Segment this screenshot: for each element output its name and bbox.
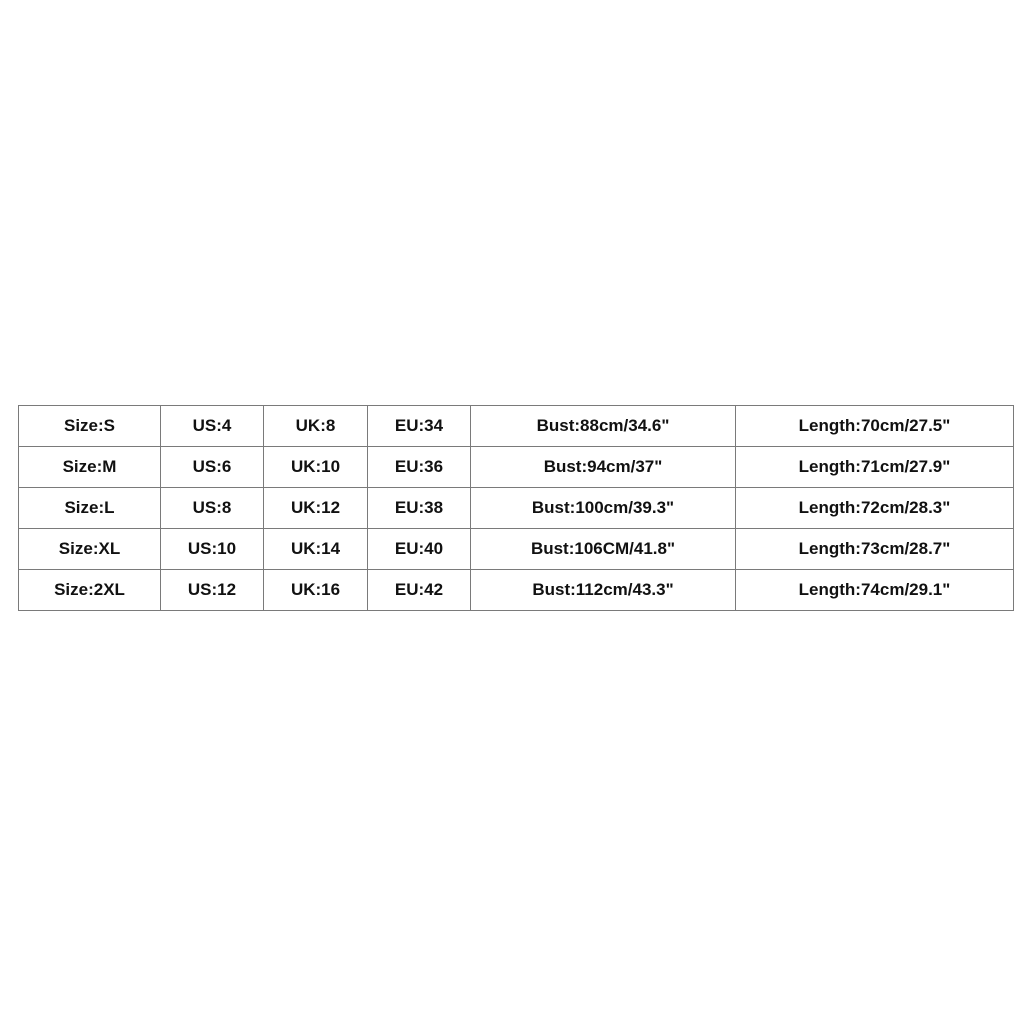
us-size-cell: US:10	[161, 529, 264, 570]
length-cell: Length:70cm/27.5"	[736, 406, 1014, 447]
us-size-cell: US:8	[161, 488, 264, 529]
size-cell: Size:L	[19, 488, 161, 529]
eu-size-cell: EU:40	[368, 529, 471, 570]
table-row	[19, 570, 1014, 611]
eu-size-cell: EU:38	[368, 488, 471, 529]
eu-size-cell: EU:42	[368, 570, 471, 611]
length-cell: Length:71cm/27.9"	[736, 447, 1014, 488]
bust-cell: Bust:100cm/39.3"	[471, 488, 736, 529]
bust-cell: Bust:112cm/43.3"	[471, 570, 736, 611]
table-row	[19, 488, 1014, 529]
bust-cell: Bust:88cm/34.6"	[471, 406, 736, 447]
length-cell: Length:72cm/28.3"	[736, 488, 1014, 529]
table-row	[19, 406, 1014, 447]
size-chart-table	[18, 405, 1014, 611]
uk-size-cell: UK:16	[264, 570, 368, 611]
length-cell: Length:74cm/29.1"	[736, 570, 1014, 611]
size-cell: Size:XL	[19, 529, 161, 570]
uk-size-cell: UK:14	[264, 529, 368, 570]
size-cell: Size:2XL	[19, 570, 161, 611]
uk-size-cell: UK:8	[264, 406, 368, 447]
eu-size-cell: EU:34	[368, 406, 471, 447]
table-row	[19, 447, 1014, 488]
us-size-cell: US:12	[161, 570, 264, 611]
length-cell: Length:73cm/28.7"	[736, 529, 1014, 570]
uk-size-cell: UK:10	[264, 447, 368, 488]
bust-cell: Bust:106CM/41.8"	[471, 529, 736, 570]
size-cell: Size:S	[19, 406, 161, 447]
bust-cell: Bust:94cm/37"	[471, 447, 736, 488]
eu-size-cell: EU:36	[368, 447, 471, 488]
us-size-cell: US:4	[161, 406, 264, 447]
uk-size-cell: UK:12	[264, 488, 368, 529]
table-row	[19, 529, 1014, 570]
us-size-cell: US:6	[161, 447, 264, 488]
size-cell: Size:M	[19, 447, 161, 488]
